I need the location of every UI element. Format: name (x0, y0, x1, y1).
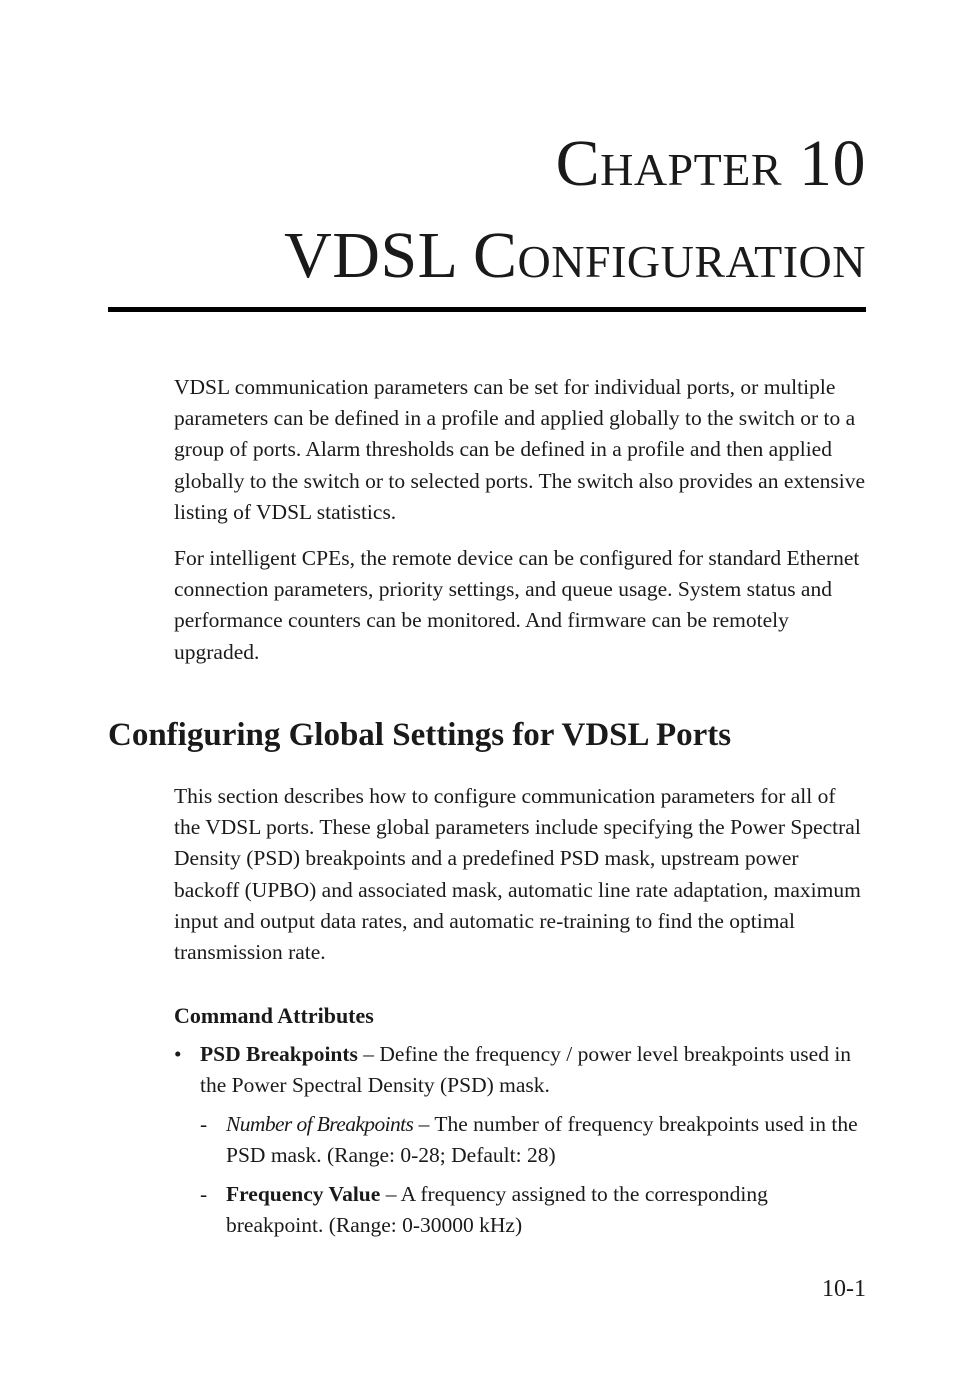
bullet-item-psd-breakpoints (174, 1039, 866, 1101)
sub-item-text: – The number of frequency breakpoints used in the PSD mask. (Range: 0-28; Default: 28) (226, 1112, 858, 1168)
intro-paragraph-2: For intelligent CPEs, the remote device can be configured for standard Ethernet connection parameters, priority settings, and queue usage. System status and performance counters can be monitored. And firmware can be remotely upgraded. (174, 546, 860, 664)
sub-item-marker: - (200, 1182, 208, 1206)
chapter-title-line1 (284, 118, 866, 210)
section-heading: Configuring Global Settings for VDSL Ports (108, 717, 732, 753)
sub-item-content (226, 1109, 866, 1171)
bullet-marker: • (174, 1042, 182, 1066)
section-paragraph: This section describes how to configure communication parameters for all of the VDSL ports. These global parameters include specifying the Power Spectral Density (PSD) breakpoints and a predefined PSD mask, upstream power backoff (UPBO) and associated mask, automatic line rate adaptation, maximum input and output data rates, and automatic re-training to find the optimal transmission rate. (174, 784, 861, 965)
sub-item-marker: - (200, 1112, 208, 1136)
intro-paragraph-1: VDSL communication parameters can be set for individual ports, or multiple parameters can be defined in a profile and applied globally to the switch or to a group of ports. Alarm thresholds can be defined in a profile and then applied globally to the switch or to selected ports. The switch also provides an extensive listing of VDSL statistics. (174, 375, 866, 524)
chapter-subtitle-word: onfiguration (517, 219, 866, 292)
chapter-title (284, 118, 866, 302)
chapter-number: 10 (782, 127, 866, 200)
chapter-title-initial: C (555, 127, 601, 200)
bullet-text: – Define the frequency / power level breakpoints used in the Power Spectral Density (PSD) mask. (200, 1042, 852, 1098)
sub-item-number-of-breakpoints (200, 1109, 866, 1171)
chapter-divider (108, 307, 866, 312)
sub-item-term: Number of Breakpoints (226, 1112, 414, 1136)
bullet-content (200, 1039, 866, 1101)
command-attributes-heading: Command Attributes (174, 1003, 374, 1028)
page-number: 10-1 (822, 1276, 866, 1302)
chapter-title-line2 (284, 210, 866, 302)
chapter-title-word: hapter (600, 127, 782, 200)
sub-item-frequency-value (200, 1179, 866, 1241)
sub-item-term: Frequency Value (226, 1182, 381, 1206)
sub-item-content (226, 1179, 866, 1241)
sub-item-text: – A frequency assigned to the corresponding breakpoint. (Range: 0-30000 kHz) (226, 1182, 768, 1238)
bullet-term: PSD Breakpoints (200, 1042, 358, 1066)
chapter-subtitle-initial: VDSL C (284, 219, 518, 292)
